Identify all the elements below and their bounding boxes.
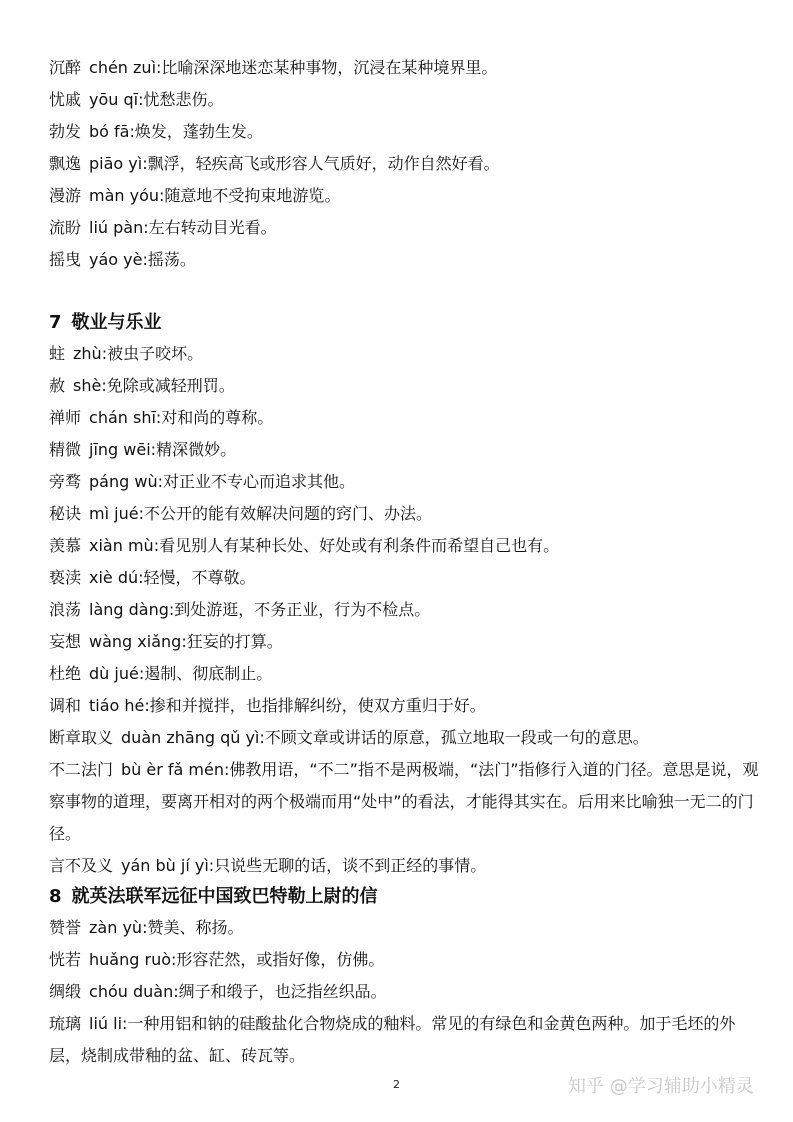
vocab-pinyin: jīng wēi	[89, 440, 151, 459]
vocab-entry: 勃发 bó fā:焕发，蓬勃生发。	[49, 122, 263, 141]
vocab-word: 断章取义	[49, 728, 114, 747]
vocab-pinyin: làng dàng	[89, 600, 169, 619]
vocab-pinyin: màn yóu	[89, 186, 160, 205]
vocab-pinyin: liú li	[89, 1014, 123, 1033]
vocab-entry: 禅师 chán shī:对和尚的尊称。	[49, 408, 274, 427]
vocab-pinyin: yán bù jí yì	[121, 856, 209, 875]
vocab-entry: 赞誉 zàn yù:赞美、称扬。	[49, 918, 244, 937]
vocab-definition: 轻慢，不尊敬。	[143, 568, 256, 587]
vocab-pinyin: bù èr fǎ mén	[121, 760, 224, 779]
vocab-word: 亵渎	[49, 568, 82, 587]
vocab-word: 流盼	[49, 218, 82, 237]
vocab-definition: 绸子和缎子，也泛指丝织品。	[178, 982, 387, 1001]
vocab-entry: 精微 jīng wēi:精深微妙。	[49, 440, 237, 459]
vocab-entry: 摇曳 yáo yè:摇荡。	[49, 250, 196, 269]
vocab-list-prev	[49, 52, 759, 276]
vocab-entry: 赦 shè:免除或减轻刑罚。	[49, 376, 235, 395]
vocab-word: 妄想	[49, 632, 82, 651]
vocab-entry: 断章取义 duàn zhāng qǔ yì:不顾文章或讲话的原意，孤立地取一段或一句的意思。	[49, 728, 649, 747]
vocab-definition: 被虫子咬坏。	[107, 344, 204, 363]
vocab-pinyin: huǎng ruò	[89, 950, 171, 969]
document-page	[49, 52, 759, 1072]
vocab-entry: 绸缎 chóu duàn:绸子和缎子，也泛指丝织品。	[49, 982, 387, 1001]
vocab-word: 禅师	[49, 408, 82, 427]
vocab-word: 秘诀	[49, 504, 82, 523]
vocab-pinyin: liú pàn	[89, 218, 144, 237]
vocab-word: 琉璃	[49, 1014, 82, 1033]
vocab-entry: 浪荡 làng dàng:到处游逛，不务正业，行为不检点。	[49, 600, 431, 619]
vocab-entry: 不二法门 bù èr fǎ mén:佛教用语，“不二”指不是两极端，“法门”指修行入道的门径。意思是说，观察事物的道理，要离开相对的两个极端而用“处中”的看法，才能得其实在。后用来比喻独一无二的门径。	[49, 760, 759, 843]
vocab-word: 精微	[49, 440, 82, 459]
vocab-list-section-7	[49, 338, 759, 882]
vocab-pinyin: páng wù	[89, 472, 158, 491]
vocab-entry: 秘诀 mì jué:不公开的能有效解决问题的窍门、办法。	[49, 504, 432, 523]
vocab-word: 漫游	[49, 186, 82, 205]
vocab-definition: 赞美、称扬。	[147, 918, 244, 937]
vocab-entry: 羡慕 xiàn mù:看见别人有某种长处、好处或有利条件而希望自己也有。	[49, 536, 560, 555]
vocab-definition: 对和尚的尊称。	[161, 408, 274, 427]
vocab-pinyin: chán shī	[89, 408, 156, 427]
vocab-pinyin: xiè dú	[89, 568, 139, 587]
vocab-word: 旁骛	[49, 472, 82, 491]
vocab-pinyin: wàng xiǎng	[89, 632, 182, 651]
vocab-word: 恍若	[49, 950, 82, 969]
vocab-definition: 形容茫然，或指好像，仿佛。	[176, 950, 385, 969]
section-heading	[49, 308, 759, 338]
vocab-word: 勃发	[49, 122, 82, 141]
vocab-word: 浪荡	[49, 600, 82, 619]
vocab-definition: 左右转动目光看。	[148, 218, 277, 237]
vocab-definition: 只说些无聊的话，谈不到正经的事情。	[214, 856, 487, 875]
vocab-definition: 狂妄的打算。	[186, 632, 283, 651]
vocab-pinyin: tiáo hé	[89, 696, 145, 715]
vocab-definition: 到处游逛，不务正业，行为不检点。	[174, 600, 431, 619]
vocab-word: 蛀	[49, 344, 66, 363]
vocab-pinyin: yáo yè	[89, 250, 143, 269]
vocab-pinyin: dù jué	[89, 664, 139, 683]
vocab-entry: 旁骛 páng wù:对正业不专心而追求其他。	[49, 472, 355, 491]
vocab-definition: 免除或减轻刑罚。	[106, 376, 235, 395]
vocab-word: 绸缎	[49, 982, 82, 1001]
vocab-pinyin: bó fā	[89, 122, 130, 141]
vocab-definition: 不顾文章或讲话的原意，孤立地取一段或一句的意思。	[264, 728, 649, 747]
vocab-pinyin: shè	[73, 376, 102, 395]
section-heading	[49, 882, 759, 912]
vocab-word: 杜绝	[49, 664, 82, 683]
section-number: 8	[49, 886, 62, 907]
vocab-entry: 流盼 liú pàn:左右转动目光看。	[49, 218, 277, 237]
vocab-word: 不二法门	[49, 760, 114, 779]
vocab-pinyin: zàn yù	[89, 918, 143, 937]
vocab-pinyin: chén zuì	[89, 58, 157, 77]
vocab-entry: 言不及义 yán bù jí yì:只说些无聊的话，谈不到正经的事情。	[49, 856, 487, 875]
vocab-word: 羡慕	[49, 536, 82, 555]
vocab-definition: 飘浮，轻疾高飞或形容人气质好，动作自然好看。	[147, 154, 500, 173]
vocab-pinyin: duàn zhāng qǔ yì	[121, 728, 260, 747]
vocab-definition: 焕发，蓬勃生发。	[134, 122, 263, 141]
vocab-word: 赦	[49, 376, 66, 395]
vocab-word: 言不及义	[49, 856, 114, 875]
vocab-word: 摇曳	[49, 250, 82, 269]
vocab-entry: 妄想 wàng xiǎng:狂妄的打算。	[49, 632, 283, 651]
vocab-word: 调和	[49, 696, 82, 715]
watermark: 知乎 @学习辅助小精灵	[568, 1076, 754, 1097]
vocab-definition: 不公开的能有效解决问题的窍门、办法。	[143, 504, 432, 523]
vocab-entry: 蛀 zhù:被虫子咬坏。	[49, 344, 204, 363]
vocab-definition: 精深微妙。	[156, 440, 237, 459]
vocab-definition: 比喻深深地迷恋某种事物，沉浸在某种境界里。	[161, 58, 498, 77]
vocab-pinyin: zhù	[73, 344, 102, 363]
vocab-pinyin: mì jué	[89, 504, 139, 523]
vocab-definition: 看见别人有某种长处、好处或有利条件而希望自己也有。	[159, 536, 560, 555]
vocab-entry: 沉醉 chén zuì:比喻深深地迷恋某种事物，沉浸在某种境界里。	[49, 58, 498, 77]
vocab-word: 赞誉	[49, 918, 82, 937]
section-title: 敬业与乐业	[71, 312, 162, 333]
vocab-entry: 忧戚 yōu qī:忧愁悲伤。	[49, 90, 224, 109]
vocab-entry: 飘逸 piāo yì:飘浮，轻疾高飞或形容人气质好，动作自然好看。	[49, 154, 500, 173]
vocab-definition: 一种用铝和钠的硅酸盐化合物烧成的釉料。常见的有绿色和金黄色两种。加于毛坯的外层，烧制成带釉的盆、缸、砖瓦等。	[49, 1014, 736, 1065]
vocab-entry: 亵渎 xiè dú:轻慢，不尊敬。	[49, 568, 256, 587]
vocab-pinyin: xiàn mù	[89, 536, 154, 555]
vocab-entry: 杜绝 dù jué:遏制、彻底制止。	[49, 664, 273, 683]
vocab-pinyin: chóu duàn	[89, 982, 174, 1001]
vocab-definition: 忧愁悲伤。	[143, 90, 224, 109]
vocab-entry: 漫游 màn yóu:随意地不受拘束地游览。	[49, 186, 341, 205]
vocab-entry: 调和 tiáo hé:掺和并搅拌，也指排解纠纷，使双方重归于好。	[49, 696, 486, 715]
vocab-word: 沉醉	[49, 58, 82, 77]
vocab-list-section-8	[49, 912, 759, 1072]
vocab-pinyin: piāo yì	[89, 154, 143, 173]
vocab-word: 忧戚	[49, 90, 82, 109]
section-title: 就英法联军远征中国致巴特勒上尉的信	[71, 886, 378, 907]
vocab-definition: 遏制、彻底制止。	[144, 664, 273, 683]
vocab-entry: 琉璃 liú li:一种用铝和钠的硅酸盐化合物烧成的釉料。常见的有绿色和金黄色两种。加于毛坯的外层，烧制成带釉的盆、缸、砖瓦等。	[49, 1014, 736, 1065]
vocab-definition: 随意地不受拘束地游览。	[164, 186, 341, 205]
page-number: 2	[393, 1078, 400, 1091]
section-number: 7	[49, 312, 62, 333]
vocab-entry: 恍若 huǎng ruò:形容茫然，或指好像，仿佛。	[49, 950, 385, 969]
vocab-word: 飘逸	[49, 154, 82, 173]
vocab-definition: 摇荡。	[147, 250, 196, 269]
vocab-pinyin: yōu qī	[89, 90, 139, 109]
vocab-definition: 掺和并搅拌，也指排解纠纷，使双方重归于好。	[149, 696, 486, 715]
vocab-definition: 佛教用语，“不二”指不是两极端，“法门”指修行入道的门径。意思是说，观察事物的道理，要离开相对的两个极端而用“处中”的看法，才能得其实在。后用来比喻独一无二的门径。	[49, 760, 759, 843]
vocab-definition: 对正业不专心而追求其他。	[162, 472, 355, 491]
